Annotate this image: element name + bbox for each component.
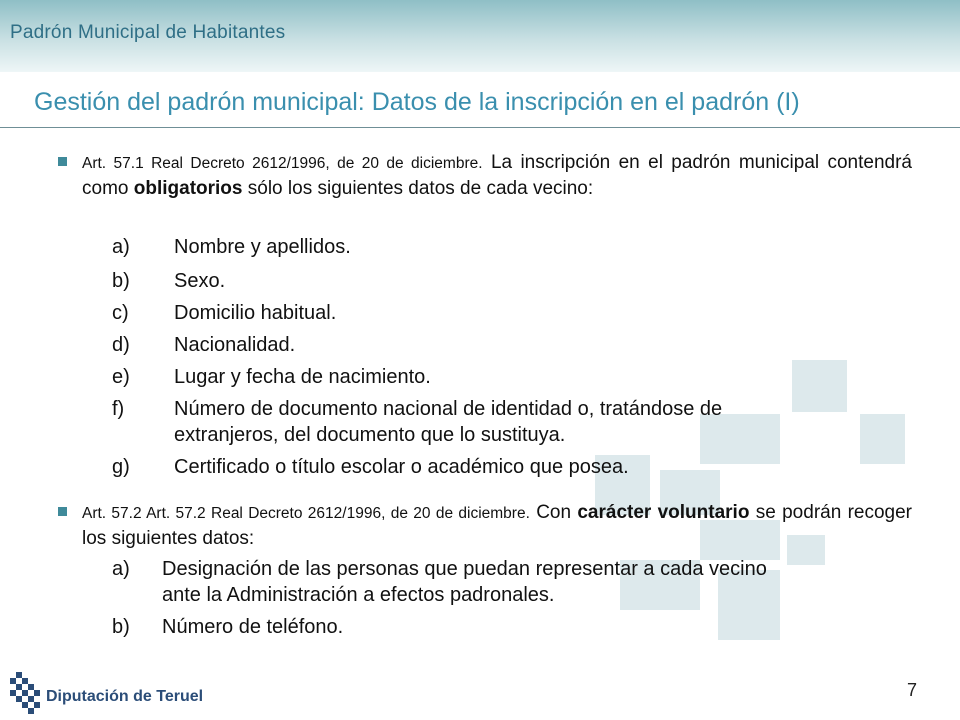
section2-bold: carácter voluntario <box>577 502 750 523</box>
logo-mark-icon <box>6 666 44 716</box>
section2-paragraph <box>82 500 912 551</box>
section2-text-b: se podrán recoger los siguientes datos: <box>82 502 912 549</box>
list-item: d) Nacionalidad. <box>112 334 296 356</box>
title-divider <box>0 127 960 128</box>
list-item: b) Sexo. <box>112 270 226 292</box>
logo-text: Diputación de Teruel <box>46 688 204 705</box>
bullet-icon <box>58 157 67 166</box>
list-item: f) Número de documento nacional de identidad o, tratándose de <box>112 398 723 420</box>
header-text: Padrón Municipal de Habitantes <box>10 22 286 43</box>
section2-text-a: Con <box>536 502 572 523</box>
slide-title: Gestión del padrón municipal: Datos de la inscripción en el padrón (I) <box>34 88 800 116</box>
section2-ref: Art. 57.2 Art. 57.2 Real Decreto 2612/1996, de 20 de diciembre. <box>82 505 530 522</box>
section1-bold: obligatorios <box>133 178 243 199</box>
list-item-continuation: ante la Administración a efectos padronales. <box>162 584 555 606</box>
list-item: a) Designación de las personas que puedan representar a cada vecino <box>112 558 767 580</box>
section1-text-a: La inscripción en el padrón municipal contendrá como <box>82 152 912 199</box>
list-item: e) Lugar y fecha de nacimiento. <box>112 366 431 388</box>
page-number: 7 <box>907 680 918 700</box>
section1-ref: Art. 57.1 Real Decreto 2612/1996, de 20 de diciembre. <box>82 155 483 172</box>
list-item: a) Nombre y apellidos. <box>112 236 351 258</box>
diputacion-logo <box>6 666 216 716</box>
bullet-icon <box>58 507 67 516</box>
list-item: b) Número de teléfono. <box>112 616 344 638</box>
list-item: g) Certificado o título escolar o académico que posea. <box>112 456 629 478</box>
section1-text-b: sólo los siguientes datos de cada vecino: <box>247 178 594 199</box>
list-item: c) Domicilio habitual. <box>112 302 337 324</box>
section1-paragraph <box>82 150 912 201</box>
list-item-continuation: extranjeros, del documento que lo sustituya. <box>174 424 566 446</box>
